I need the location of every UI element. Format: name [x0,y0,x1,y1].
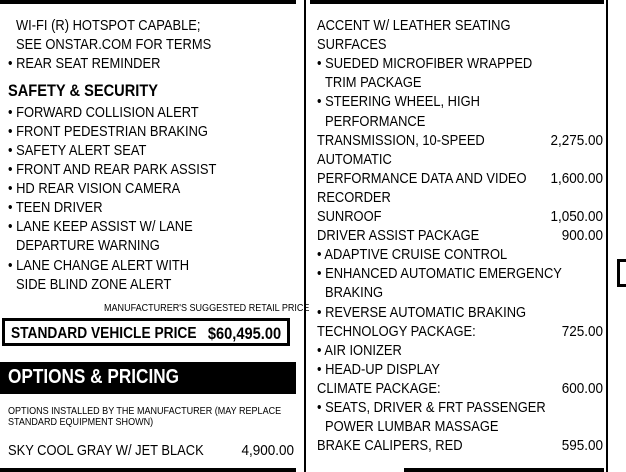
option-label: SKY COOL GRAY W/ JET BLACK [8,442,204,459]
option-row-price: 900.00 [561,227,603,244]
option-row-text: • HEAD-UP DISPLAY [317,361,441,378]
safety-item: DEPARTURE WARNING [16,237,160,254]
option-row-text: CLIMATE PACKAGE: [317,380,441,397]
option-row-text: • ENHANCED AUTOMATIC EMERGENCY [317,265,562,282]
option-row-text: POWER LUMBAR MASSAGE [325,418,499,435]
safety-item: • FRONT AND REAR PARK ASSIST [8,161,217,178]
feature-line: • REAR SEAT REMINDER [8,55,161,72]
option-row-text: • REVERSE AUTOMATIC BRAKING [317,304,527,321]
option-row-price: 595.00 [561,437,603,454]
safety-item: • FRONT PEDESTRIAN BRAKING [8,123,208,140]
safety-item: • LANE CHANGE ALERT WITH [8,257,190,274]
column-divider-left [304,0,306,472]
safety-item: • LANE KEEP ASSIST W/ LANE [8,218,193,235]
option-row-text: PERFORMANCE [325,113,426,130]
cutoff-box [617,259,626,287]
safety-item: • SAFETY ALERT SEAT [8,142,147,159]
column-divider-right [606,0,608,472]
option-row-text: PERFORMANCE DATA AND VIDEO [317,170,527,187]
feature-line: SEE ONSTAR.COM FOR TERMS [16,36,212,53]
safety-item: • TEEN DRIVER [8,199,103,216]
option-row-text: • STEERING WHEEL, HIGH [317,93,480,110]
options-heading: OPTIONS & PRICING [8,366,180,388]
option-row-price: 725.00 [561,323,603,340]
option-row-text: • SEATS, DRIVER & FRT PASSENGER [317,399,546,416]
options-note: STANDARD EQUIPMENT SHOWN) [8,416,154,428]
option-row-text: RECORDER [317,189,391,206]
option-row-text: TRANSMISSION, 10-SPEED [317,132,485,149]
safety-item: • FORWARD COLLISION ALERT [8,104,199,121]
left-column [0,0,310,472]
standard-price-value: $60,495.00 [207,324,281,343]
safety-heading: SAFETY & SECURITY [8,81,159,100]
option-row-text: • ADAPTIVE CRUISE CONTROL [317,246,508,263]
option-row-text: TECHNOLOGY PACKAGE: [317,323,476,340]
feature-line: WI-FI (R) HOTSPOT CAPABLE; [16,17,201,34]
option-row-text: SURFACES [317,36,387,53]
option-row-price: 1,600.00 [550,170,603,187]
option-row-text: SUNROOF [317,208,382,225]
option-row-text: AUTOMATIC [317,151,392,168]
option-row-text: • SUEDED MICROFIBER WRAPPED [317,55,533,72]
standard-price-label: STANDARD VEHICLE PRICE [11,325,197,342]
msrp-caption: MANUFACTURER'S SUGGESTED RETAIL PRICE [104,302,310,314]
standard-price-box [2,318,290,346]
option-row-price: 600.00 [561,380,603,397]
middle-column [307,0,605,472]
safety-item: • HD REAR VISION CAMERA [8,180,181,197]
option-row-price: 2,275.00 [550,132,603,149]
safety-item: SIDE BLIND ZONE ALERT [16,276,172,293]
options-banner [0,362,296,394]
option-row-text: • AIR IONIZER [317,342,402,359]
option-price: 4,900.00 [241,442,294,459]
option-row-text: BRAKING [325,284,384,301]
option-row-text: DRIVER ASSIST PACKAGE [317,227,480,244]
option-row-text: TRIM PACKAGE [325,74,422,91]
option-row-text: ACCENT W/ LEATHER SEATING [317,17,511,34]
option-row-text: BRAKE CALIPERS, RED [317,437,463,454]
options-note: OPTIONS INSTALLED BY THE MANUFACTURER (MAY REPLACE [8,405,282,417]
option-row-price: 1,050.00 [550,208,603,225]
